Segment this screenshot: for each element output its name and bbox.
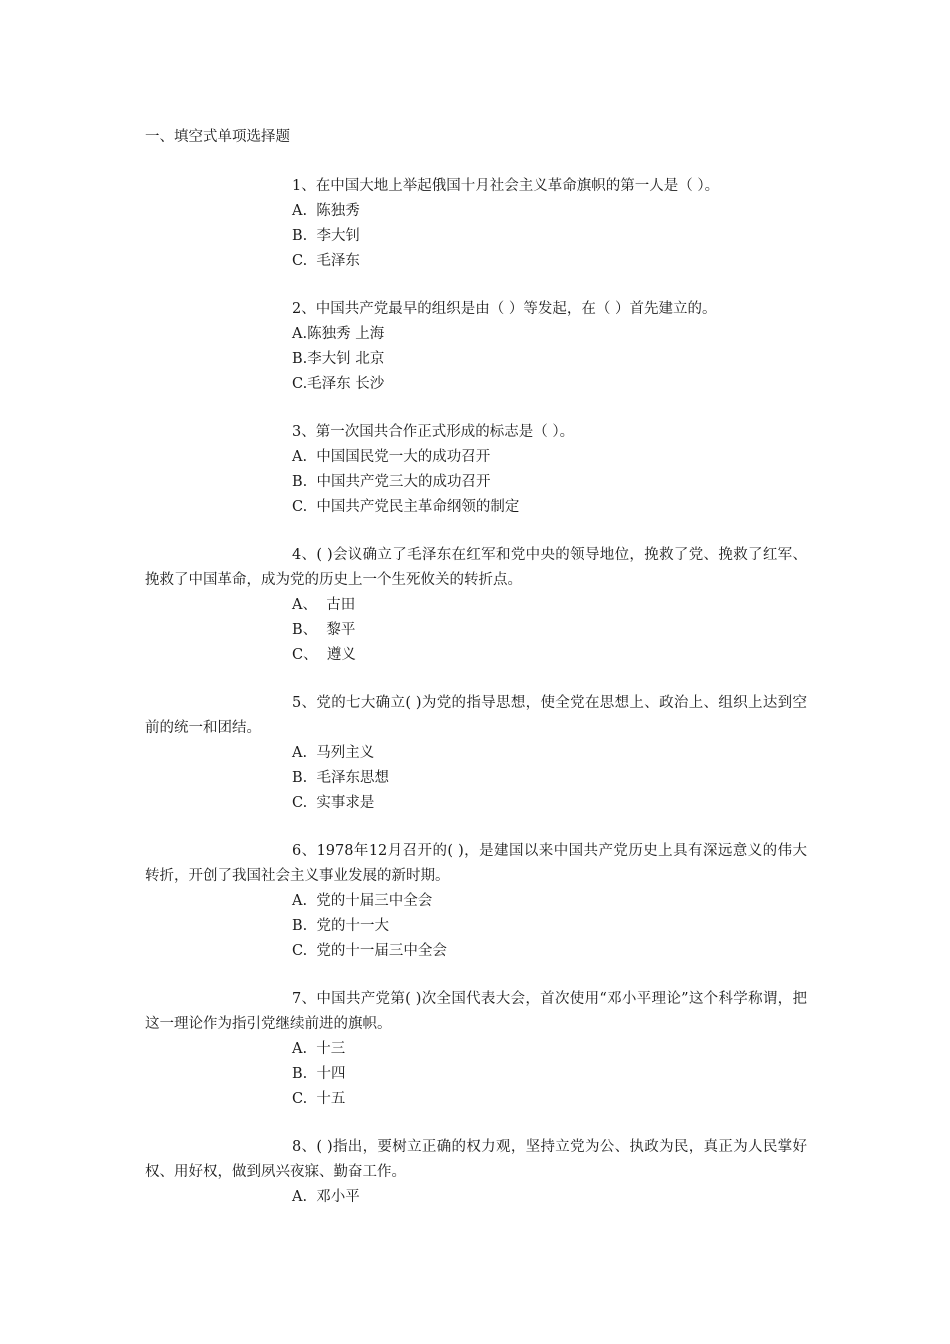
answer-option: A. 陈独秀 (292, 203, 360, 219)
question-item (145, 987, 807, 1112)
answer-option: C. 毛泽东 (292, 253, 360, 269)
question-item (145, 174, 807, 274)
question-text: 2、中国共产党最早的组织是由（ ）等发起，在（ ）首先建立的。 (292, 301, 717, 317)
answer-option: A. 马列主义 (292, 745, 375, 761)
question-text: 6、1978年12月召开的( )，是建国以来中国共产党历史上具有深远意义的伟大转折，开创了我国社会主义事业发展的新时期。 (145, 843, 807, 884)
option-list (145, 741, 807, 816)
answer-option: B. 党的十一大 (292, 918, 389, 934)
answer-option: C. 党的十一届三中全会 (292, 943, 447, 959)
answer-option: A.陈独秀 上海 (292, 326, 385, 342)
question-item (145, 1135, 807, 1210)
option-list (145, 445, 807, 520)
answer-option: C.毛泽东 长沙 (292, 376, 385, 392)
answer-option: B.李大钊 北京 (292, 351, 385, 367)
question-item (145, 297, 807, 397)
question-text: 3、第一次国共合作正式形成的标志是（ ）。 (292, 424, 575, 440)
option-list (145, 1185, 807, 1210)
answer-option: B. 十四 (292, 1066, 346, 1082)
answer-option: A. 中国国民党一大的成功召开 (292, 449, 491, 465)
answer-option: C. 十五 (292, 1091, 346, 1107)
option-list (145, 199, 807, 274)
question-text: 5、党的七大确立( )为党的指导思想，使全党在思想上、政治上、组织上达到空前的统一和团结。 (145, 695, 807, 736)
answer-option: A. 邓小平 (292, 1189, 360, 1205)
answer-option: B. 毛泽东思想 (292, 770, 389, 786)
answer-option: B、 黎平 (292, 622, 356, 638)
question-text: 7、中国共产党第( )次全国代表大会，首次使用“邓小平理论”这个科学称谓，把这一理论作为指引党继续前进的旗帜。 (145, 991, 807, 1032)
answer-option: A、 古田 (292, 597, 356, 613)
question-item (145, 839, 807, 964)
answer-option: C. 实事求是 (292, 795, 375, 811)
question-item (145, 691, 807, 816)
question-text: 8、( )指出，要树立正确的权力观，坚持立党为公、执政为民，真正为人民掌好权、用好权，做到夙兴夜寐、勤奋工作。 (145, 1139, 807, 1180)
option-list (145, 889, 807, 964)
option-list (145, 322, 807, 397)
question-item (145, 543, 807, 668)
answer-option: C、 遵义 (292, 647, 356, 663)
answer-option: B. 中国共产党三大的成功召开 (292, 474, 491, 490)
answer-option: B. 李大钊 (292, 228, 360, 244)
option-list (145, 593, 807, 668)
question-item (145, 420, 807, 520)
answer-option: A. 党的十届三中全会 (292, 893, 433, 909)
section-title: 一、填空式单项选择题 (145, 129, 290, 145)
question-text: 1、在中国大地上举起俄国十月社会主义革命旗帜的第一人是（ ）。 (292, 178, 720, 194)
question-list (145, 174, 807, 1233)
answer-option: C. 中国共产党民主革命纲领的制定 (292, 499, 520, 515)
question-text: 4、( )会议确立了毛泽东在红军和党中央的领导地位，挽救了党、挽救了红军、挽救了中国革命，成为党的历史上一个生死攸关的转折点。 (145, 547, 807, 588)
answer-option: A. 十三 (292, 1041, 346, 1057)
option-list (145, 1037, 807, 1112)
